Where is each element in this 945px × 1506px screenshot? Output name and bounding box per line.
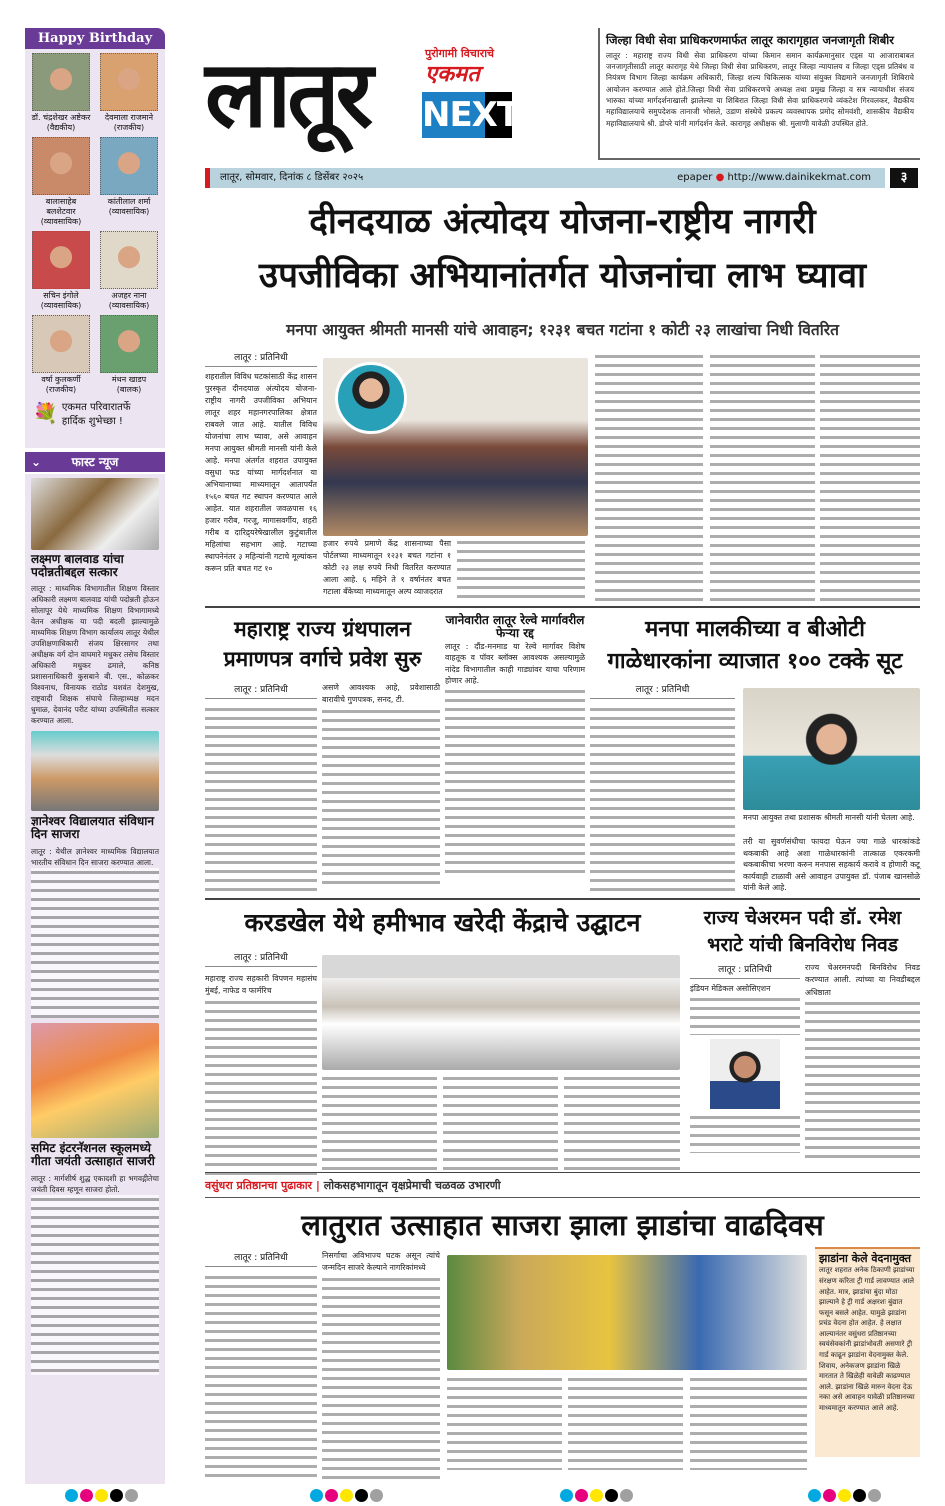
story-headline: ज्ञानेश्वर विद्यालयात संविधान दिन साजरा — [31, 813, 155, 842]
person-photo — [100, 53, 158, 111]
registration-dot — [370, 1489, 383, 1502]
trees-photo — [447, 1255, 807, 1370]
kardkhel-photo — [322, 955, 680, 1070]
news-photo — [31, 1023, 159, 1138]
registration-marks — [310, 1487, 385, 1506]
fast-news-header: ⌄ फास्ट न्यूज — [25, 452, 165, 472]
trees-headline: लातुरात उत्साहात साजरा झाला झाडांचा वाढदिवस — [301, 1208, 824, 1242]
story-headline: लक्ष्मण बालवाड यांचा पदोन्नतीबद्दल सत्कार — [31, 552, 124, 580]
registration-dot — [340, 1489, 353, 1502]
story-body: लातूर : माध्यमिक विभागातील शिक्षण विस्तार अधिकारी लक्ष्मण बालवाड यांची पदोन्नती होऊन सोलापूर येथे माध्यमिक शिक्षण विभागामध्ये वेतन अधीक्षक या पदी बदली झाल्यामुळे माध्यमिक शिक्षण विभाग कार्यालय लातूर येथील उपशिक्षणाधिकारी संजय क्षिरसागर तथा अधीक्षक वर्ग दोन वाघमारे मधुकर तसेच विस्तार अधिकारी मधुकर ढमाले, कनिष्ठ प्रशासनाधिकारी कुसबाने बी. एस., कोळकर विश्वनाथ, विनायक राठोड यशवंत देशमुख, राष्ट्रवादी शिक्षक संघाचे जिल्हाध्यक्ष मदन धुमाळ, देवानंद परीट यांच्या उपस्थितीत सत्कार करण्यात आला. — [31, 583, 159, 725]
registration-dot — [590, 1489, 603, 1502]
birthday-person: वर्षा कुलकर्णी (राजकीय) — [30, 315, 92, 395]
birthday-person: बालासाहेब बलशेटवार (व्यावसायिक) — [30, 137, 92, 227]
lead-photo — [323, 358, 588, 536]
registration-dot — [310, 1489, 323, 1502]
registration-dot — [65, 1489, 78, 1502]
registration-dot — [575, 1489, 588, 1502]
birthday-person: देवमाला राजमाने (राजकीय) — [98, 53, 160, 133]
person-photo — [32, 315, 90, 373]
website-link[interactable]: http://www.dainikekmat.com — [727, 172, 871, 183]
registration-dot — [560, 1489, 573, 1502]
birthday-person: मंथन खाडप (बालक) — [98, 315, 160, 395]
chevron-down-icon: ⌄ — [31, 455, 42, 469]
railway-story: जानेवारीत लातूर रेल्वे मार्गावरील फेऱ्या रद्द लातूर : दौंड-मनमाड या रेल्वे मार्गावर विशेष वाहतूक व पॉवर ब्लॉक्स आवश्यक असल्यामुळे नांदेड विभागातील काही गाड्यांवर याचा परिणाम होणार आहे. — [445, 614, 585, 877]
byline: लातूर : प्रतिनिधी — [205, 350, 317, 367]
registration-dot — [868, 1489, 881, 1502]
birthday-person: कांतीलाल शर्मा (व्यावसायिक) — [98, 137, 160, 227]
masthead-tagline: पुरोगामी विचाराचे — [425, 47, 495, 60]
birthday-panel — [25, 28, 165, 448]
registration-dot — [80, 1489, 93, 1502]
trees-kicker: वसुंधरा प्रतिष्ठानचा पुढाकार | लोकसहभागातून वृक्षप्रेमाची चळवळ उभारणी — [205, 1178, 920, 1198]
top-news-box: जिल्हा विधी सेवा प्राधिकरणमार्फत लातूर कारागृहात जनजागृती शिबीर लातूर : महाराष्ट्र राज्य विधी सेवा प्राधिकरण यांच्या किमान समान कार्यक्रमानुसार एड्स या आजाराबाबत जनजागृतीसाठी लातूर कारागृह येथे जिल्हा विधी सेवा प्राधिकरण, लातूर जिल्हा न्यायालय व जिल्हा एड्स प्रतिबंध व नियंत्रण विभाग जिल्हा कार्यक्रम अधिकारी, जिल्हा शल्य चिकित्सक यांच्या संयुक्त विद्यमाने जनजागृती शिबिराचे आयोजन करण्यात आले होते.जिल्हा विधी सेवा प्राधिकरणचे अध्यक्ष तथा प्रमुख जिल्हा व सत्र न्यायाधीश संजय भारुका यांच्या मार्गदर्शनाखाली झालेल्या या शिबिरात जिल्हा विधी सेवा प्राधिकरणचे व्यंकटेश गिरवलकर, वैद्यकीय महाविद्यालयाचे समुपदेशक तानाजी भोसले, उडाण संस्थेचे प्रकल्प व्यवस्थापक प्रमोद सोमवंशी, शासकीय वैद्यकीय महाविद्यालयाचे श्री. डोपरे यांनी मार्गदर्शन केले. कारागृह अधीक्षक श्री. मुलाणी यावेळी उपस्थित होते. — [598, 28, 920, 160]
registration-dot — [853, 1489, 866, 1502]
story-body: लातूर : येथील ज्ञानेश्वर माध्यमिक विद्यालयात भारतीय संविधान दिन साजरा करण्यात आला. — [31, 846, 159, 867]
news-photo — [31, 731, 159, 811]
registration-dot — [355, 1489, 368, 1502]
birthday-person: डॉ. चंद्रशेखर अष्टेकर (वैद्यकीय) — [30, 53, 92, 133]
next-logo: NEXT — [422, 92, 512, 138]
lead-headline: दीनदयाळ अंत्योदय योजना-राष्ट्रीय नागरी उपजीविका अभियानांतर्गत योजनांचा लाभ घ्यावा — [258, 202, 867, 296]
person-photo — [32, 137, 90, 195]
registration-dot — [110, 1489, 123, 1502]
birthday-wish: 💐 एकमत परिवारातर्फे हार्दिक शुभेच्छा ! — [33, 401, 131, 427]
person-photo — [32, 53, 90, 111]
date-bar: लातूर, सोमवार, दिनांक ८ डिसेंबर २०२५ epaper ● http://www.dainikekmat.com — [205, 168, 885, 188]
registration-marks — [808, 1487, 883, 1506]
registration-marks — [65, 1487, 140, 1506]
kardkhel-headline: करडखेल येथे हमीभाव खरेदी केंद्राचे उद्घाटन — [244, 908, 641, 937]
birthday-title: Happy Birthday — [25, 28, 165, 49]
person-photo — [100, 315, 158, 373]
person-photo — [32, 231, 90, 289]
registration-dot — [325, 1489, 338, 1502]
registration-dot — [838, 1489, 851, 1502]
story-body: लातूर : मार्गशीर्ष शुद्ध एकादशी हा भगवद्गीतेचा जयंती दिवस म्हणून साजरा होतो. — [31, 1173, 159, 1194]
page-number: ३ — [890, 168, 918, 188]
commissioner-photo — [743, 688, 920, 810]
lead-subhead: मनपा आयुक्त श्रीमती मानसी यांचे आवाहन; १२३१ बचत गटांना १ कोटी २३ लाखांचा निधी वितरित — [286, 321, 839, 339]
birthday-person: सचिन इंगोले (व्यावसायिक) — [30, 231, 92, 311]
masthead-logo: लातूर — [205, 41, 370, 148]
bot-headline: मनपा मालकीच्या व बीओटी गाळेधारकांना व्याजात १०० टक्के सूट — [607, 617, 903, 674]
doctor-photo — [710, 1039, 780, 1109]
registration-dot — [823, 1489, 836, 1502]
registration-dot — [605, 1489, 618, 1502]
news-photo — [31, 478, 159, 550]
story-headline: समिट इंटरनॅशनल स्कूलमध्ये गीता जयंती उत्साहात साजरी — [31, 1140, 155, 1169]
brand-logo: एकमत — [425, 62, 480, 87]
person-photo — [100, 231, 158, 289]
registration-dot — [620, 1489, 633, 1502]
commissioner-inset-photo — [335, 362, 407, 434]
person-photo — [100, 137, 158, 195]
registration-dot — [808, 1489, 821, 1502]
registration-dot — [95, 1489, 108, 1502]
epaper-icon: ● — [715, 172, 725, 183]
birthday-person: अजहर नाना (व्यावसायिक) — [98, 231, 160, 311]
dateline: लातूर, सोमवार, दिनांक ८ डिसेंबर २०२५ — [220, 172, 364, 183]
fast-news-column — [25, 474, 165, 1484]
granthpal-headline: महाराष्ट्र राज्य ग्रंथपालन प्रमाणपत्र वर्गाचे प्रवेश सुरु — [223, 617, 422, 671]
registration-dot — [125, 1489, 138, 1502]
flower-bouquet-icon: 💐 — [33, 401, 58, 425]
registration-marks — [560, 1487, 635, 1506]
trees-sidebox: झाडांना केले वेदनामुक्त लातूर शहरात अनेक ठिकाणी झाडांच्या संरक्षण करिता ट्री गार्ड लावण्यात आले आहेत. मात्र, झाडांचा बुंदा मोठा झाल्याने हे ट्री गार्ड अक्षरशः बुंद्यात फसून बसले आहेत. यामुळे झाडांना प्रचंड वेदना होत आहेत. हे लक्षात आल्यानंतर वसुंधरा प्रतिष्ठानच्या स्वयंसेवकांनी झाडांभोवती असणारे ट्री गार्ड काढून झाडांना वेदनामुक्त केले. शिवाय, अनेकजण झाडांना खिळे मारतात ते खिळेही यावेळी काढण्यात आले. झाडांना खिळे मारुन वेदना देऊ नका असे आवाहन यावेळी प्रतिष्ठानच्या माध्यमातून करण्यात आले आहे. — [815, 1247, 920, 1457]
bharate-headline: राज्य चेअरमन पदी डॉ. रमेश भराटे यांची बिनविरोध निवड — [703, 907, 902, 956]
